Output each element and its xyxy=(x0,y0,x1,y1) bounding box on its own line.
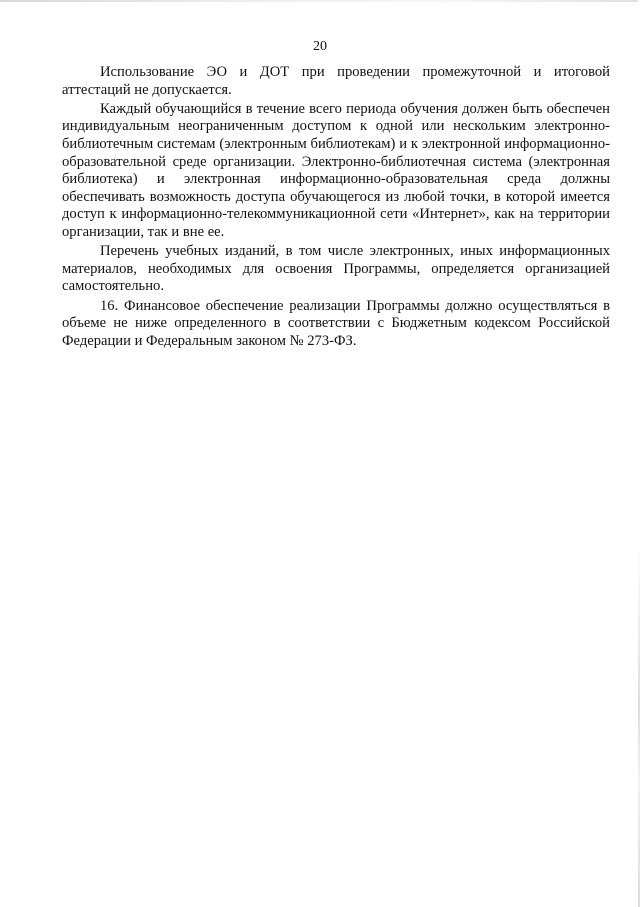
body-text xyxy=(62,64,610,352)
paragraph-eo-dot: Использование ЭО и ДОТ при проведении промежуточной и итоговой аттестаций не допускается. xyxy=(62,64,610,98)
page-number: 20 xyxy=(313,39,327,54)
paragraph-publications: Перечень учебных изданий, в том числе электронных, иных информационных материалов, необходимых для освоения Программы, определяется организацией самостоятельно. xyxy=(62,243,610,295)
paragraph-access: Каждый обучающийся в течение всего периода обучения должен быть обеспечен индивидуальным неограниченным доступом к одной или нескольким электронно-библиотечным системам (электронным библиотекам) и к электронной информационно-образовательной среде организации. Электронно-библиотечная система (электронная библиотека) и электронная информационно-образовательная среда должны обеспечивать возможность доступа обучающегося из любой точки, в которой имеется доступ к информационно-телекоммуникационной сети «Интернет», как на территории организации, так и вне ее. xyxy=(62,100,610,240)
scan-top-edge xyxy=(0,0,640,2)
paragraph-financing: 16. Финансовое обеспечение реализации Программы должно осуществляться в объеме не ниже определенного в соответствии с Бюджетным кодексом Российской Федерации и Федеральным законом № 273-ФЗ. xyxy=(62,297,610,349)
